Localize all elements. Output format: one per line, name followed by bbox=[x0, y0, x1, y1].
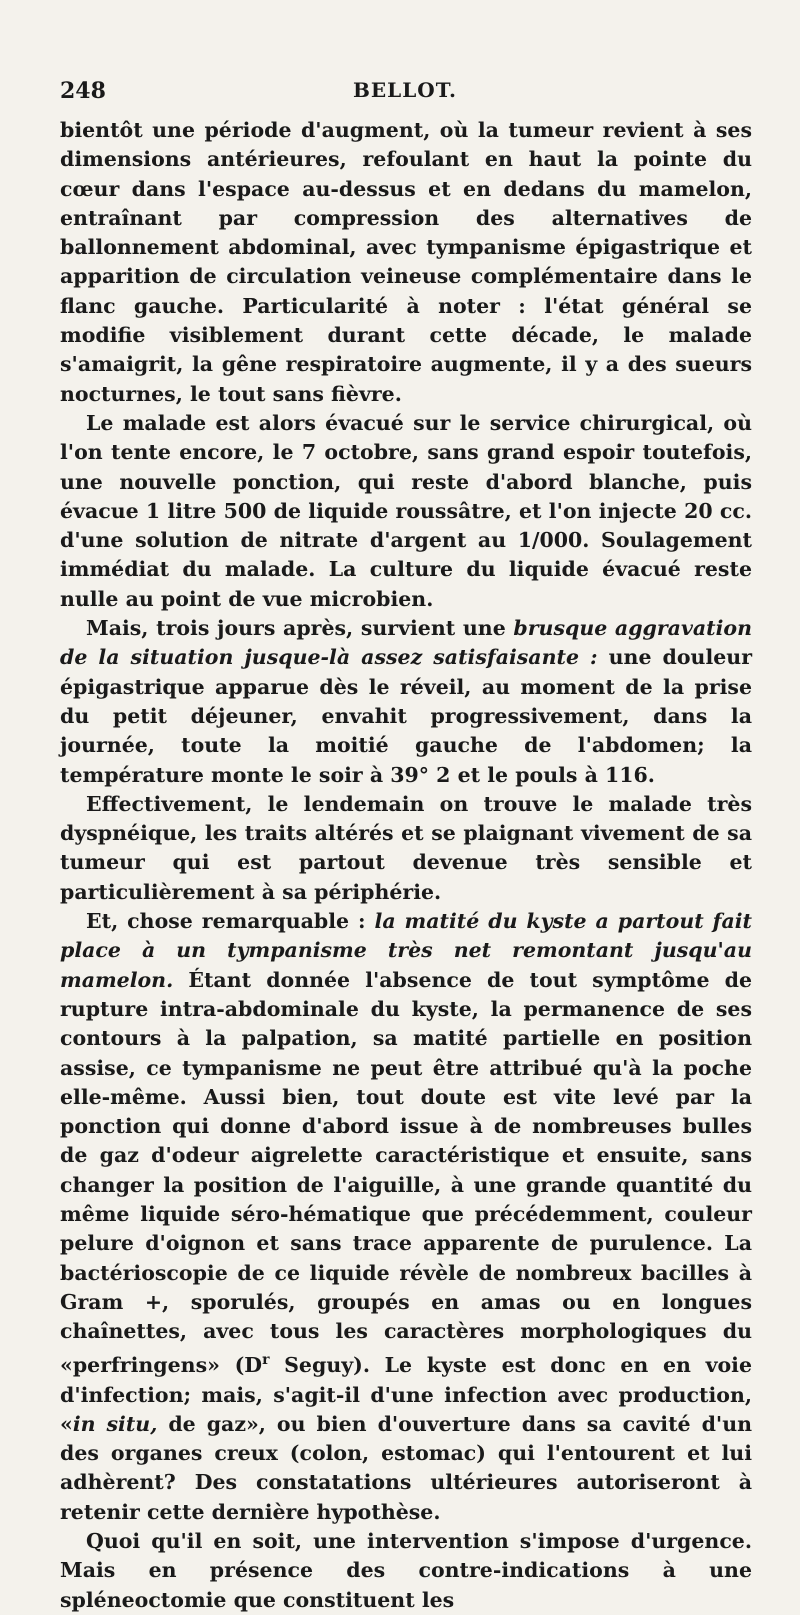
emphasis-text: in situ, bbox=[72, 1411, 158, 1436]
paragraph bbox=[60, 1527, 752, 1615]
text-run: Étant donnée l'absence de tout symptôme de rupture intra-abdominale du kyste, la permanence de ses contours à la palpation, sa matité partielle en position assise, ce tympanisme ne peut être attribué qu'à la poche elle-même. Aussi bien, tout doute est vite levé par la ponction qui donne d'abord issue à de nombreuses bulles de gaz d'odeur aigrelette caractéristique et ensuite, sans changer la position de l'aiguille, à une grande quantité du même liquide séro-hématique que précédemment, couleur pelure d'oignon et sans trace apparente de purulence. La bactérioscopie de ce liquide révèle de nombreux bacilles à Gram +, sporulés, groupés en amas ou en longues chaînettes, avec tous les caractères morphologiques du «perfringens» (D bbox=[60, 967, 752, 1378]
text-run: Seguy). Le kyste est donc en en voie d'infection; mais, s'agit-il d'une infection avec production, « bbox=[60, 1353, 752, 1436]
text-run: Mais, trois jours après, survient une bbox=[86, 616, 514, 641]
body-text bbox=[60, 116, 752, 1615]
emphasis-text: la matité du kyste a partout fait place à un tympanisme très net remontant jusqu'au mamelon. bbox=[60, 909, 752, 992]
paragraph bbox=[60, 790, 752, 907]
paragraph bbox=[60, 409, 752, 614]
text-run: Le malade est alors évacué sur le service chirurgical, où l'on tente encore, le 7 octobre, sans grand espoir toutefois, une nouvelle ponction, qui reste d'abord blanche, puis évacue 1 litre 500 de liquide roussâtre, et l'on injecte 20 cc. d'une solution de nitrate d'argent au 1/000. Soulagement immédiat du malade. La culture du liquide évacué reste nulle au point de vue microbien. bbox=[60, 410, 752, 611]
page-header bbox=[60, 78, 750, 108]
running-title: BELLOT. bbox=[353, 78, 457, 102]
text-run: bientôt une période d'augment, où la tumeur revient à ses dimensions antérieures, refoulant en haut la pointe du cœur dans l'espace au-dessus et en dedans du mamelon, entraînant par compression des alternatives de ballonnement abdominal, avec tympanisme épigastrique et apparition de circulation veineuse complémentaire dans le flanc gauche. Particularité à noter : l'état général se modifie visiblement durant cette décade, le malade s'amaigrit, la gêne respiratoire augmente, il y a des sueurs nocturnes, le tout sans fièvre. bbox=[60, 118, 752, 406]
text-run: Quoi qu'il en soit, une intervention s'impose d'urgence. Mais en présence des contre-indications à une spléneoctomie que constituent les bbox=[60, 1529, 752, 1612]
text-run: Effectivement, le lendemain on trouve le malade très dyspnéique, les traits altérés et se plaignant vivement de sa tumeur qui est partout devenue très sensible et particulièrement à sa périphérie. bbox=[60, 791, 752, 904]
text-run: de gaz», ou bien d'ouverture dans sa cavité d'un des organes creux (colon, estomac) qui l'entourent et lui adhèrent? Des constatations ultérieures autoriseront à retenir cette dernière hypothèse. bbox=[60, 1411, 752, 1524]
emphasis-text: brusque aggravation de la situation jusque-là assez satisfaisante : bbox=[60, 616, 752, 670]
paragraph bbox=[60, 907, 752, 1527]
paragraph bbox=[60, 116, 752, 409]
text-run: Et, chose remarquable : bbox=[86, 909, 375, 934]
superscript: r bbox=[262, 1352, 270, 1369]
paragraph bbox=[60, 614, 752, 790]
page-number: 248 bbox=[60, 78, 106, 104]
text-run: une douleur épigastrique apparue dès le réveil, au moment de la prise du petit déjeuner, envahit progressivement, dans la journée, toute la moitié gauche de l'abdomen; la température monte le soir à 39° 2 et le pouls à 116. bbox=[60, 645, 752, 787]
